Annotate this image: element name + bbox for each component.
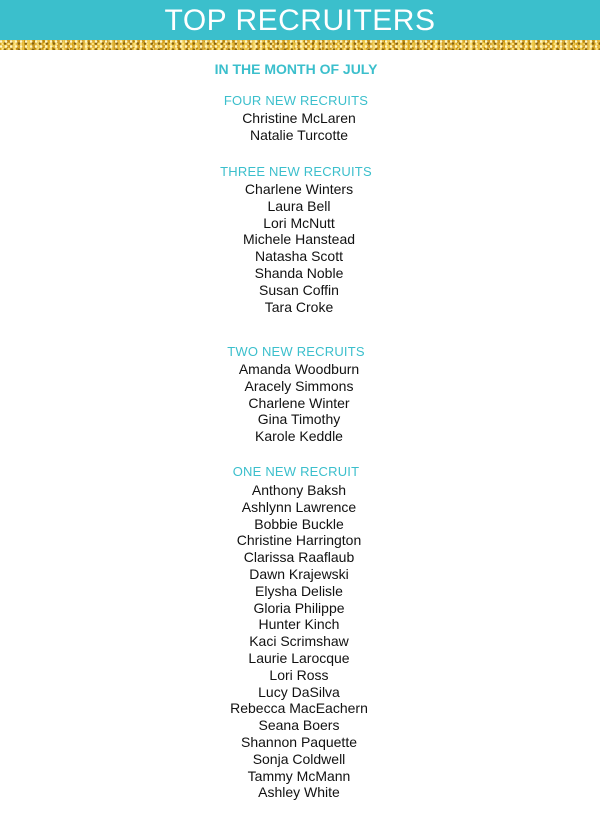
- list-item: Michele Hanstead: [242, 231, 356, 248]
- list-item: Anthony Baksh: [251, 482, 347, 498]
- name-list-two-recruits: [0, 361, 598, 445]
- header-banner: [0, 0, 600, 40]
- section-title-one-recruit: ONE NEW RECRUIT: [232, 464, 360, 479]
- list-item: Christine Harrington: [236, 532, 362, 549]
- list-item: Gina Timothy: [257, 411, 341, 428]
- list-item: Susan Coffin: [259, 281, 339, 298]
- list-item: Hunter Kinch: [258, 616, 340, 633]
- list-item: Tammy McMann: [247, 767, 351, 784]
- list-item: Christine McLaren: [242, 110, 356, 126]
- subtitle: IN THE MONTH OF JULY: [214, 61, 378, 77]
- list-item: Charlene Winter: [248, 394, 350, 411]
- list-item: Shanda Noble: [254, 264, 344, 281]
- list-item: Rebecca MacEachern: [230, 700, 368, 717]
- list-item: Natalie Turcotte: [249, 126, 349, 143]
- list-item: Amanda Woodburn: [238, 361, 360, 377]
- list-item: Bobbie Buckle: [254, 515, 344, 532]
- list-item: Lucy DaSilva: [258, 683, 340, 700]
- list-item: Laurie Larocque: [248, 649, 350, 666]
- list-item: Shannon Paquette: [241, 733, 357, 750]
- name-list-three-recruits: [0, 181, 598, 315]
- list-item: Aracely Simmons: [244, 377, 354, 394]
- list-item: Laura Bell: [267, 197, 331, 214]
- list-item: Ashlynn Lawrence: [241, 498, 357, 515]
- list-item: Seana Boers: [258, 717, 340, 734]
- section-title-two-recruits: TWO NEW RECRUITS: [227, 344, 365, 359]
- list-item: Lori McNutt: [263, 214, 335, 231]
- list-item: Dawn Krajewski: [249, 565, 349, 582]
- section-title-three-recruits: THREE NEW RECRUITS: [220, 164, 372, 179]
- list-item: Karole Keddle: [255, 428, 343, 445]
- list-item: Natasha Scott: [255, 248, 343, 265]
- name-list-one-recruit: [0, 482, 598, 801]
- list-item: Tara Croke: [264, 298, 334, 315]
- list-item: Kaci Scrimshaw: [249, 633, 349, 650]
- list-item: Sonja Coldwell: [252, 750, 346, 767]
- page-title: TOP RECRUITERS: [164, 4, 436, 37]
- name-list-four-recruits: [0, 110, 598, 144]
- list-item: Charlene Winters: [244, 181, 354, 197]
- list-item: Lori Ross: [269, 666, 329, 683]
- list-item: Elysha Delisle: [255, 582, 343, 599]
- section-title-four-recruits: FOUR NEW RECRUITS: [223, 93, 369, 108]
- gold-glitter-divider: [0, 40, 600, 50]
- list-item: Gloria Philippe: [253, 599, 345, 616]
- list-item: Ashley White: [258, 784, 340, 801]
- list-item: Clarissa Raaflaub: [243, 549, 355, 566]
